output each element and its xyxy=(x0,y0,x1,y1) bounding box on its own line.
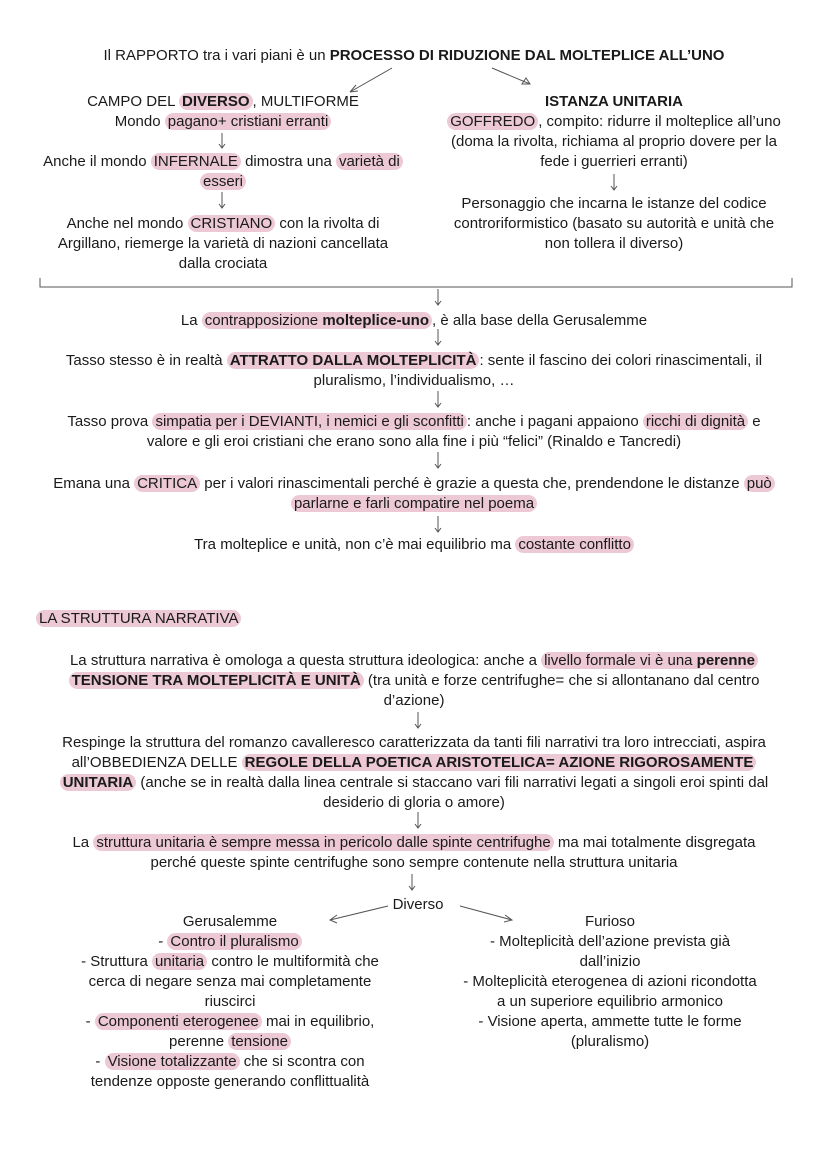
left-column-heading: CAMPO DEL DIVERSO , MULTIFORME Mondo pagano+ cristiani erranti xyxy=(87,93,359,130)
arrowhead-left-split xyxy=(350,85,358,92)
right-column-heading: ISTANZA UNITARIA GOFFREDO , compito: ridurre il molteplice all’uno (doma la rivolta, richiama al proprio dovere per la fede i guerrieri erranti) xyxy=(420,92,808,172)
right-column-personaggio: Personaggio che incarna le istanze del codice controriformistico (basato su autorità e unità che non tollera il diverso) xyxy=(453,195,775,252)
arrow-mid-0 xyxy=(435,289,441,305)
diverso-label: Diverso xyxy=(392,896,444,913)
furioso-title: Furioso xyxy=(584,913,636,930)
mid-sentence-5: Tra molteplice e unità, non c’è mai equilibrio ma costante conflitto xyxy=(0,535,828,555)
arrow-s2-1 xyxy=(415,712,421,728)
mid-sentence-2: Tasso stesso è in realtà ATTRATTO DALLA MOLTEPLICITÀ : sente il fascino dei colori rinascimentali, il pluralismo, l’individualismo, … xyxy=(65,352,763,389)
arrow-mid-4 xyxy=(435,516,441,532)
section2-para-2: Respinge la struttura del romanzo cavalleresco caratterizzata da tanti fili narrativi tra loro intrecciati, aspira all’OBBEDIENZA DELLE REGOLE DELLA POETICA ARISTOTELICA= AZIONE RIGOROSAMENTE UNITARIA (anche se in realtà dalla linea centrale si staccano vari fili narrativi legati a singoli eroi spinti dal desiderio di gloria o amore) xyxy=(10,733,818,813)
arrow-left-split xyxy=(350,68,392,92)
section-title: LA STRUTTURA NARRATIVA xyxy=(36,609,436,629)
arrow-right-split xyxy=(492,68,530,84)
arrow-right-1 xyxy=(611,174,617,190)
arrowhead-right-split xyxy=(522,78,530,84)
left-column-cristiano: Anche nel mondo CRISTIANO con la rivolta di Argillano, riemerge la varietà di nazioni cancellata dalla crociata xyxy=(57,215,389,272)
arrow-mid-2 xyxy=(435,391,441,407)
top-heading: Il RAPPORTO tra i vari piani è un PROCESSO DI RIDUZIONE DAL MOLTEPLICE ALL’UNO xyxy=(103,47,725,64)
arrow-left-1 xyxy=(219,133,225,148)
mid-sentence-3: Tasso prova simpatia per i DEVIANTI, i nemici e gli sconfitti : anche i pagani appaiono ricchi di dignità e valore e gli eroi cristiani che erano sono alla fine i più “felici” (Rinaldo e Tancredi) xyxy=(67,413,761,450)
furioso-list: Furioso - Molteplicità dell’azione prevista già dall’inizio - Molteplicità eterogenea di azioni ricondotta a un superiore equilibrio armonico - Visione aperta, ammette tutte le forme (pluralismo) xyxy=(463,913,757,1050)
gerusalemme-title: Gerusalemme xyxy=(182,913,278,930)
bracket-line xyxy=(40,278,792,287)
arrow-mid-1 xyxy=(435,329,441,345)
gerusalemme-list: Gerusalemme - Contro il pluralismo - Struttura unitaria contro le multiformità che cerca di negare senza mai completamente riuscirci - Componenti eterogenee mai in equilibrio, perenne tensione - Visione totalizzante che si scontra con tendenze opposte generando conflittualità xyxy=(81,913,379,1090)
mid-sentence-1: La contrapposizione molteplice-uno , è alla base della Gerusalemme xyxy=(180,312,648,329)
section2-para-1: La struttura narrativa è omologa a questa struttura ideologica: anche a livello formale vi è una perenne TENSIONE TRA MOLTEPLICITÀ E UNITÀ (tra unità e forze centrifughe= che si allontanano dal centro d’azione) xyxy=(69,652,760,709)
mid-sentence-4: Emana una CRITICA per i valori rinascimentali perché è grazie a questa che, prendendone le distanze può parlarne e farli compatire nel poema xyxy=(20,474,808,514)
arrow-left-2 xyxy=(219,192,225,208)
section2-para-3: La struttura unitaria è sempre messa in pericolo dalle spinte centrifughe ma mai totalmente disgregata perché queste spinte centrifughe sono sempre contenute nella struttura unitaria xyxy=(72,834,756,871)
arrow-mid-3 xyxy=(435,452,441,468)
arrow-s2-3 xyxy=(409,874,415,890)
arrow-s2-2 xyxy=(415,812,421,828)
left-column-infernale: Anche il mondo INFERNALE dimostra una varietà di esseri xyxy=(20,152,426,192)
